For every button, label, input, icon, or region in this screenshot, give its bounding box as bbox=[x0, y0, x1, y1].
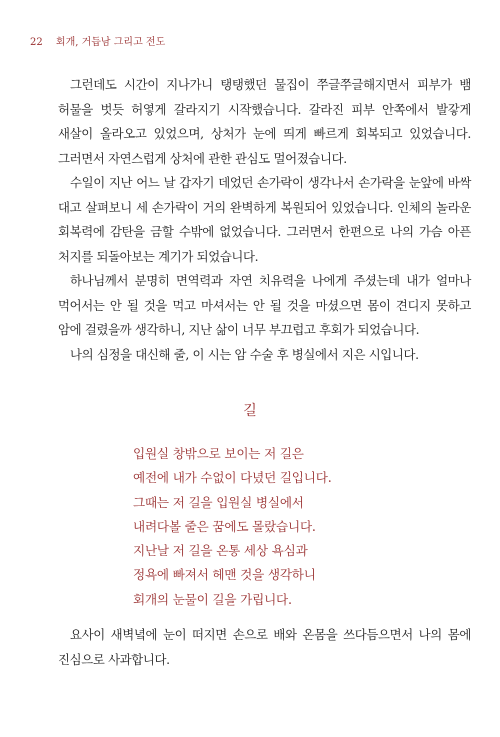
body-text bbox=[58, 73, 471, 367]
paragraph: 그런데도 시간이 지나가니 탱탱했던 물집이 쭈글쭈글해지면서 피부가 뱀 허물을 벗듯 허옇게 갈라지기 시작했습니다. 갈라진 피부 안쪽에서 발갛게 새살이 올라오고 있었으며, 상처가 눈에 띄게 빠르게 회복되고 있었습니다. 그러면서 자연스럽게 상처에 관한 관심도 멀어졌습니다. bbox=[58, 77, 471, 166]
poem-line: 지난날 저 길을 온통 세상 욕심과 bbox=[133, 543, 308, 559]
paragraph: 나의 심정을 대신해 줄, 이 시는 암 수술 후 병실에서 지은 시입니다. bbox=[70, 346, 419, 362]
running-header bbox=[30, 33, 165, 48]
running-title: 회개, 거듭남 그리고 전도 bbox=[55, 37, 166, 48]
poem-line: 그때는 저 길을 입원실 병실에서 bbox=[133, 494, 304, 510]
poem-line: 예전에 내가 수없이 다녔던 길입니다. bbox=[133, 470, 332, 486]
paragraph: 수일이 지난 어느 날 갑자기 데었던 손가락이 생각나서 손가락을 눈앞에 바싹 대고 살펴보니 세 손가락이 거의 완벽하게 복원되어 있었습니다. 인체의 놀라운 회복력에 감탄을 금할 수밖에 없었습니다. 그러면서 한편으로 나의 가슴 아픈 처지를 되돌아보는 계기가 되었습니다. bbox=[58, 175, 471, 264]
poem-line: 내려다볼 줄은 꿈에도 몰랐습니다. bbox=[133, 518, 316, 534]
paragraph: 하나님께서 분명히 면역력과 자연 치유력을 나에게 주셨는데 내가 얼마나 먹어서는 안 될 것을 먹고 마셔서는 안 될 것을 마셨으면 몸이 견디지 못하고 암에 걸렸을까 생각하니, 지난 삶이 너무 부끄럽고 후회가 되었습니다. bbox=[58, 273, 471, 337]
poem-line: 회개의 눈물이 길을 가립니다. bbox=[133, 591, 292, 607]
poem bbox=[133, 442, 463, 612]
closing-text bbox=[58, 623, 471, 672]
page-number: 22 bbox=[30, 37, 43, 48]
poem-title: 길 bbox=[243, 403, 257, 419]
poem-line: 입원실 창밖으로 보이는 저 길은 bbox=[133, 446, 304, 461]
poem-line: 정욕에 빠져서 헤맨 것을 생각하니 bbox=[133, 567, 316, 583]
paragraph: 요사이 새벽녘에 눈이 떠지면 손으로 배와 온몸을 쓰다듬으면서 나의 몸에 진심으로 사과합니다. bbox=[58, 627, 471, 667]
